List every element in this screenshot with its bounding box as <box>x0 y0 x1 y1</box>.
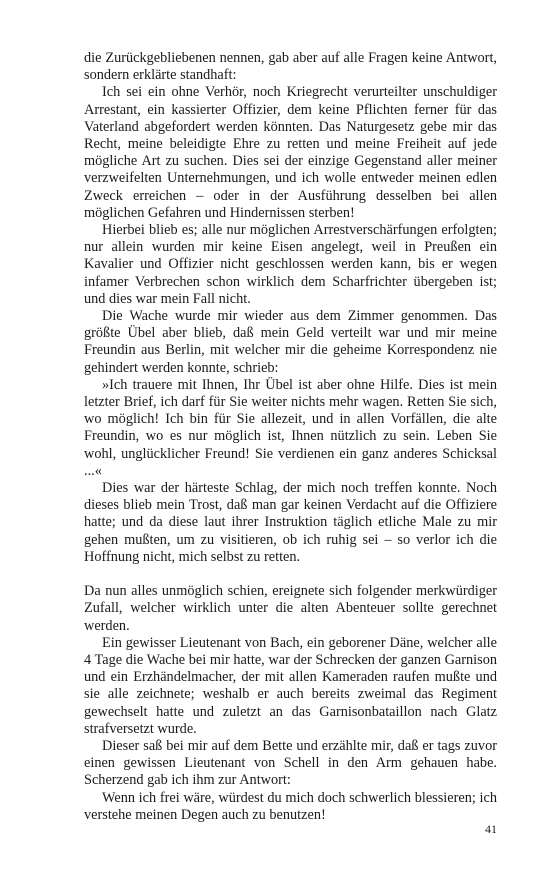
paragraph: Ich sei ein ohne Verhör, noch Kriegrecht verurteilter unschuldiger Arrestant, ein kassierter Offizier, dem keine Pflichten ferner für das Vaterland abgefordert werden könnten. Das Naturgesetz gebe mir das Recht, meine beleidigte Ehre zu retten und meine Freiheit auf jede mögliche Art zu suchen. Dies sei der einzige Gegenstand aller meiner verzweifelten Unternehmungen, und ich wolle entweder meinen edlen Zweck erreichen – oder in der Ausführung desselben bei allen möglichen Gefahren und Hindernissen sterben! <box>84 84 497 221</box>
paragraph: Die Wache wurde mir wieder aus dem Zimmer genommen. Das größte Übel aber blieb, daß mein Geld verteilt war und mir meine Freundin aus Berlin, mit welcher mir die geheime Korrespondenz nie gehindert werden konnte, schrieb: <box>84 308 497 376</box>
paragraph: die Zurückgebliebenen nennen, gab aber auf alle Fragen keine Antwort, sondern erklärte standhaft: <box>84 50 497 84</box>
paragraph: Dieser saß bei mir auf dem Bette und erzählte mir, daß er tags zuvor einen gewissen Lieutenant von Schell in den Arm gehauen habe. Scherzend gab ich ihm zur Antwort: <box>84 737 497 789</box>
text-block-before-break <box>84 50 497 566</box>
paragraph: Hierbei blieb es; alle nur möglichen Arrestverschärfungen erfolgten; nur allein wurden mir keine Eisen angelegt, weil in Preußen ein Kavalier und Offizier nicht geschlossen werden kann, bis er wegen infamer Verbrechen schon wirklich dem Scharfrichter übergeben ist; und dies war mein Fall nicht. <box>84 222 497 307</box>
page-body <box>84 50 497 824</box>
paragraph: Da nun alles unmöglich schien, ereignete sich folgender merkwürdiger Zufall, welcher wirklich unter die alten Abenteuer sollte gerechnet werden. <box>84 583 497 634</box>
paragraph: Wenn ich frei wäre, würdest du mich doch schwerlich blessieren; ich verstehe meinen Degen auch zu benutzen! <box>84 789 497 823</box>
paragraph: »Ich trauere mit Ihnen, Ihr Übel ist aber ohne Hilfe. Dies ist mein letzter Brief, ich darf für Sie weiter nichts mehr wagen. Retten Sie sich, wo möglich! Ich bin für Sie allezeit, und in allen Vorfällen, die alte Freundin, wo es nur möglich ist, Ihnen nützlich zu sein. Leben Sie wohl, unglücklicher Freund! Sie verdienen ein ganz anderes Schicksal ...« <box>84 376 497 479</box>
paragraph: Ein gewisser Lieutenant von Bach, ein geborener Däne, welcher alle 4 Tage die Wache bei mir hatte, war der Schrecken der ganzen Garnison und ein Erzhändelmacher, der mit allen Kameraden raufen mußte und sie alle zeichnete; weshalb er auch bereits zweimal das Regiment gewechselt hatte und zuletzt an das Garnisonbataillon nach Glatz strafversetzt wurde. <box>84 634 497 737</box>
section-break <box>84 566 497 583</box>
page-number: 41 <box>485 822 497 836</box>
text-block-after-break <box>84 583 497 824</box>
paragraph: Dies war der härteste Schlag, der mich noch treffen konnte. Noch dieses blieb mein Trost, daß man gar keinen Verdacht auf die Offiziere hatte; und da diese laut ihrer Instruktion täglich etliche Male zu mir gehen mußten, um zu visitieren, ob ich ruhig sei – so verlor ich die Hoffnung nicht, mich selbst zu retten. <box>84 480 497 565</box>
